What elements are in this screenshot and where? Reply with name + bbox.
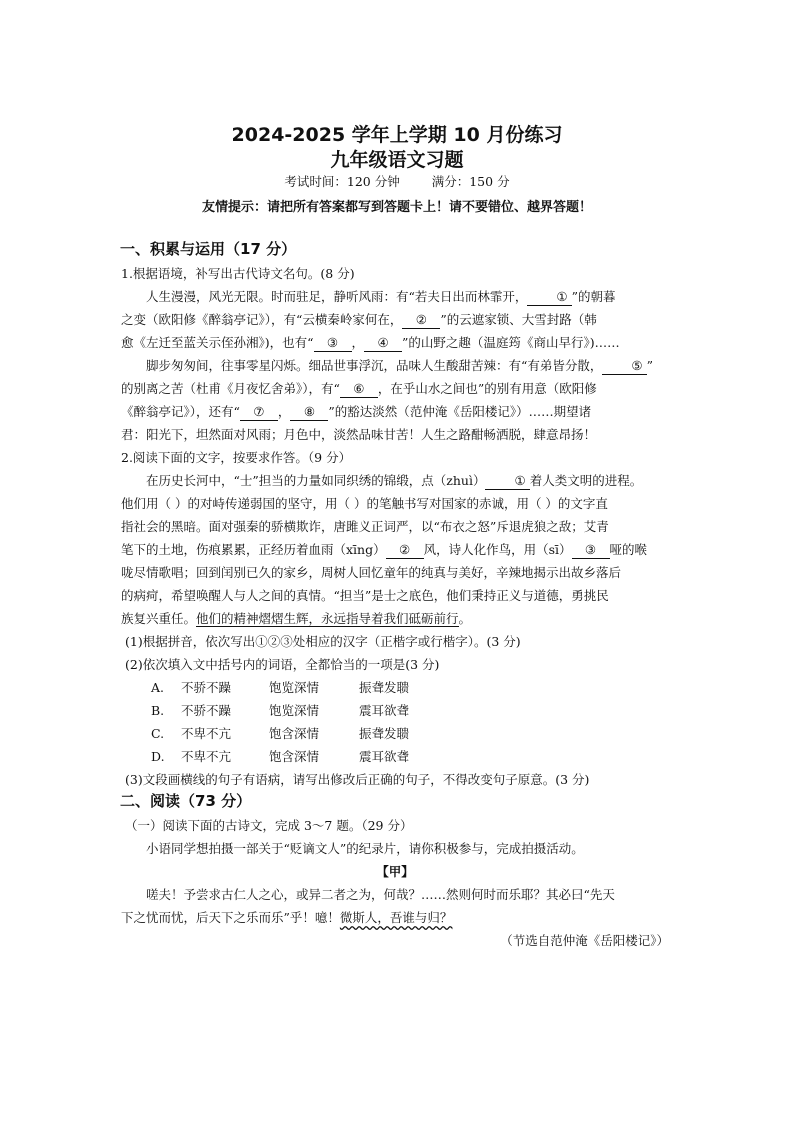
part1-heading: （一）阅读下面的古诗文，完成 3～7 题。（29 分） <box>125 818 413 833</box>
blank-7: ⑦ <box>240 404 278 421</box>
q2-blank-2: ② <box>386 542 424 559</box>
exam-time: 考试时间：120 分钟 <box>284 174 400 189</box>
q1-line-5: 的别离之苦（杜甫《月夜忆舍弟》），有“ ⑥ ，在乎山水之间也”的别有用意（欧阳修 <box>121 381 597 396</box>
passage-jia-line-1: 嗟夫！予尝求古仁人之心，或异二者之为，何哉？……然则何时而乐耶？其必曰“先天 <box>146 887 615 902</box>
option-b: B. 不骄不躁 饱览深情 震耳欲聋 <box>151 703 410 718</box>
part1-intro: 小语同学想拍摄一部关于“贬谪文人”的纪录片，请你积极参与，完成拍摄活动。 <box>146 841 584 856</box>
blank-8: ⑧ <box>290 404 328 421</box>
q2-blank-3: ③ <box>572 542 610 559</box>
q2-line-7: 族复兴重任。他们的精神熠熠生辉，永远指导着我们砥砺前行。 <box>121 611 472 626</box>
blank-2: ② <box>402 312 440 329</box>
section2-body <box>121 814 669 952</box>
q1-line-7: 君：阳光下，坦然面对风雨；月色中，淡然品味甘苦！人生之路酣畅洒脱，肆意昂扬！ <box>121 427 597 442</box>
passage-label-jia: 【甲】 <box>376 864 414 879</box>
q2-sub-3: (3)文段画横线的句子有语病，请写出修改后正确的句子，不得改变句子原意。(3 分) <box>125 772 590 787</box>
q2-line-2: 他们用（ ）的对峙传递弱国的坚守，用（ ）的笔触书写对国家的赤诚，用（ ）的文字直 <box>121 496 608 511</box>
blank-4: ④ <box>364 335 402 352</box>
exam-score: 满分：150 分 <box>431 174 510 189</box>
q1-stem: 1.根据语境，补写出古代诗文名句。(8 分) <box>121 266 355 281</box>
option-c: C. 不卑不亢 饱含深情 振聋发聩 <box>151 726 410 741</box>
exam-title: 2024-2025 学年上学期 10 月份练习 <box>231 124 563 146</box>
section2-heading: 二、阅读（73 分） <box>120 792 252 810</box>
q1-line-2: 之变（欧阳修《醉翁亭记》），有“云横秦岭家何在， ② ”的云遮家锁、大雪封路（韩 <box>121 312 597 327</box>
section1-body <box>121 262 669 791</box>
q2-sub-1: (1)根据拼音，依次写出①②③处相应的汉字（正楷字或行楷字）。(3 分) <box>125 634 521 649</box>
exam-info <box>0 172 794 190</box>
passage-source: （节选自范仲淹《岳阳楼记》） <box>500 933 669 948</box>
q2-line-3: 指社会的黑暗。面对强秦的骄横欺诈，唐雎义正词严，以“布衣之怒”斥退虎狼之敌；艾青 <box>121 519 609 534</box>
blank-1: ① <box>527 289 571 306</box>
option-a: A. 不骄不躁 饱览深情 振聋发聩 <box>151 680 410 695</box>
blank-6: ⑥ <box>340 381 378 398</box>
q2-stem: 2.阅读下面的文字，按要求作答。（9 分） <box>121 450 352 465</box>
option-d: D. 不卑不亢 饱含深情 震耳欲聋 <box>151 749 410 764</box>
q1-line-3: 愈《左迁至蓝关示侄孙湘》)，也有“ ③ ， ④ ”的山野之趣（温庭筠《商山早行》)…… <box>121 335 620 350</box>
q2-blank-1: ① <box>485 473 529 490</box>
passage-jia-line-2: 下之忧而忧，后天下之乐而乐”乎！噫！微斯人，吾谁与归？ <box>121 910 453 925</box>
blank-3: ③ <box>314 335 352 352</box>
blank-5: ⑤ <box>602 358 646 375</box>
section1-heading: 一、积累与运用（17 分） <box>120 240 297 258</box>
friendly-tip: 友情提示：请把所有答案都写到答题卡上！请不要错位、越界答题！ <box>201 200 592 215</box>
q2-sub-2: (2)依次填入文中括号内的词语，全都恰当的一项是(3 分) <box>125 657 440 672</box>
q1-line-1: 人生漫漫，风光无限。时而驻足，静听风雨：有“若夫日出而林霏开， ① ”的朝暮 <box>146 289 616 304</box>
wavy-sentence: 微斯人，吾谁与归？ <box>339 910 453 925</box>
exam-subtitle: 九年级语文习题 <box>330 149 464 171</box>
underlined-sentence: 他们的精神熠熠生辉，永远指导着我们砥砺前行 <box>196 611 459 626</box>
q2-line-1: 在历史长河中，“士”担当的力量如同织绣的锦缎，点（zhuì） ① 着人类文明的进程。 <box>146 473 643 488</box>
q2-line-4: 笔下的土地，伤痕累累，正经历着血雨（xīng） ② 风，诗人化作鸟，用（sī） ③ 哑的喉 <box>121 542 648 557</box>
q2-line-6: 的病疴，希望唤醒人与人之间的真情。“担当”是士之底色，他们秉持正义与道德，勇挑民 <box>121 588 609 603</box>
q2-line-5: 咙尽情歌唱；回到闰别已久的家乡，周树人回忆童年的纯真与美好，辛辣地揭示出故乡落后 <box>121 565 622 580</box>
q1-line-4: 脚步匆匆间，往事零星闪烁。细品世事浮沉，品味人生酸甜苦辣：有“有弟皆分散， ⑤ ” <box>146 358 654 373</box>
q1-line-6: 《醉翁亭记》），还有“ ⑦ ， ⑧ ”的豁达淡然（范仲淹《岳阳楼记》）……期望诸 <box>121 404 592 419</box>
